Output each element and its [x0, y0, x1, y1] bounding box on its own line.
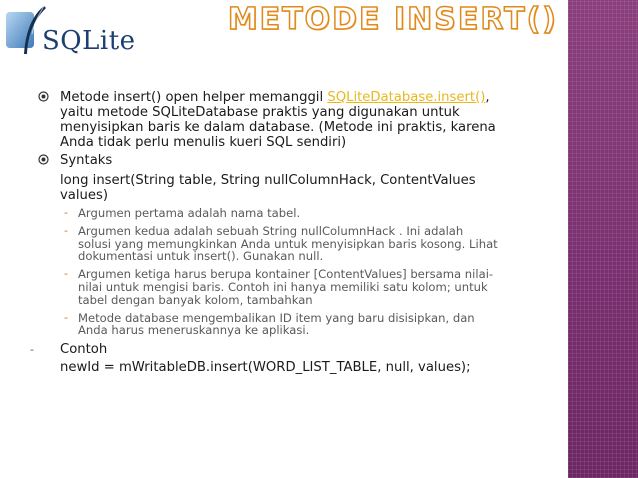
example-heading: Contoh [60, 342, 108, 358]
sub-item-text: dokumentasi untuk insert(). Gunakan null. [78, 249, 324, 264]
bullet-item [38, 90, 538, 150]
syntax-heading: Syntaks [60, 153, 113, 168]
sub-item-text: Metode database mengembalikan ID item yang baru disisipkan, dan [78, 310, 475, 325]
bullet-text: Metode insert() open helper memanggil [60, 90, 328, 105]
dash-marker: - [64, 267, 68, 281]
dash-marker: - [30, 343, 34, 357]
sub-item [38, 207, 538, 220]
sub-item-text: Anda harus meneruskannya ke aplikasi. [78, 323, 310, 338]
sub-item-text: solusi yang memungkinkan Anda untuk menyisipkan baris kosong. Lihat [78, 236, 498, 251]
bullet-text: Anda tidak perlu menulis kueri SQL sendiri) [60, 135, 347, 150]
slide-title: METODE INSERT() [227, 2, 558, 37]
dash-marker: - [64, 223, 68, 237]
syntax-block [38, 173, 538, 203]
dash-marker: - [64, 310, 68, 324]
sqlite-logo [4, 4, 134, 60]
example-block [30, 342, 538, 376]
syntax-line: long insert(String table, String nullColumnHack, ContentValues [60, 173, 476, 188]
bullet-text: yaitu metode SQLiteDatabase praktis yang digunakan untuk [60, 105, 460, 120]
sub-item-text: tabel dengan banyak kolom, tambahkan [78, 292, 313, 307]
sub-item [38, 312, 538, 338]
bullet-item [38, 153, 538, 168]
sub-item [38, 225, 538, 263]
dash-marker: - [64, 206, 68, 219]
sqlite-insert-link[interactable]: SQLiteDatabase.insert() [327, 90, 486, 105]
sub-item-text: Argumen kedua adalah sebuah String nullColumnHack . Ini adalah [78, 223, 464, 238]
sub-item-text: Argumen ketiga harus berupa kontainer [ContentValues] bersama nilai- [78, 267, 494, 282]
bullet-text-suffix: , [485, 90, 490, 105]
sub-item [38, 268, 538, 306]
content-body [30, 90, 538, 376]
decorative-band [568, 0, 638, 478]
sub-item-text: nilai untuk mengisi baris. Contoh ini hanya memiliki satu kolom; untuk [78, 279, 488, 294]
circle-bullet-icon [38, 91, 49, 102]
sub-item-text: Argumen pertama adalah nama tabel. [78, 206, 301, 220]
circle-bullet-icon [38, 154, 49, 165]
logo-text: SQLite [42, 26, 136, 56]
bullet-text: menyisipkan baris ke dalam database. (Metode ini praktis, karena [60, 120, 496, 135]
example-code: newId = mWritableDB.insert(WORD_LIST_TABLE, null, values); [60, 360, 471, 376]
syntax-line: values) [60, 188, 109, 203]
